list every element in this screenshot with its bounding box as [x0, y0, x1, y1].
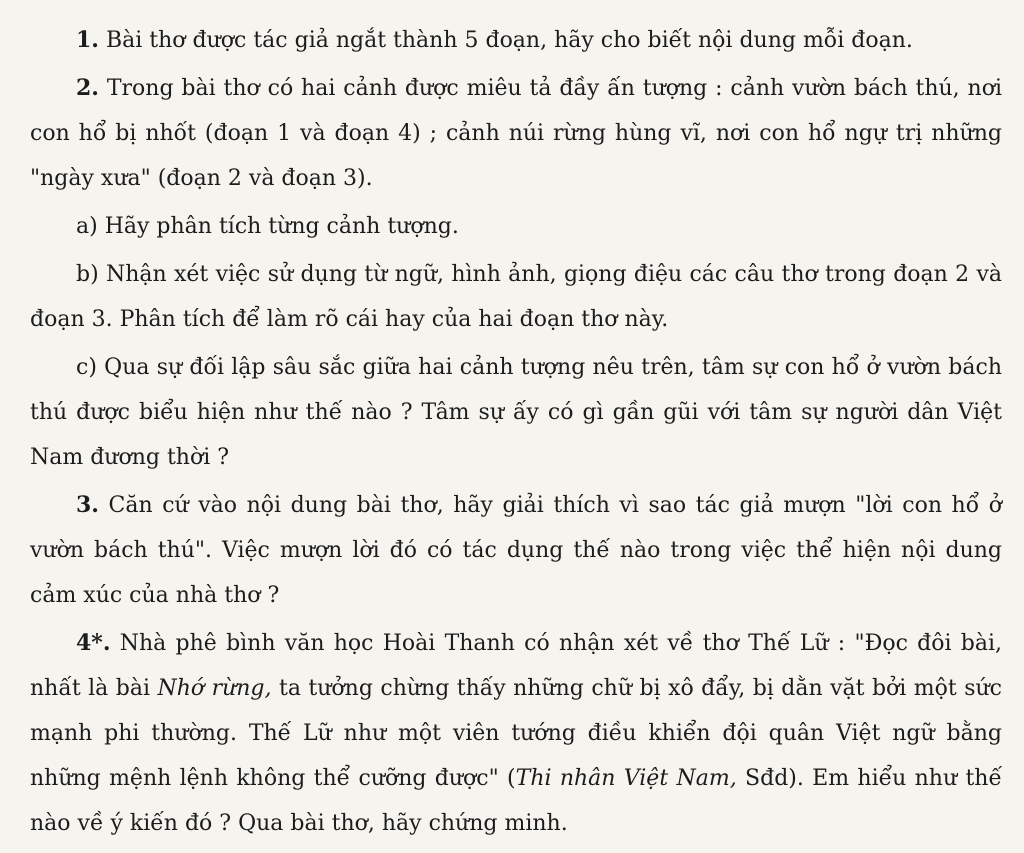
question-2b: b) Nhận xét việc sử dụng từ ngữ, hình ảnh, giọng điệu các câu thơ trong đoạn 2 và đoạn 3. Phân tích để làm rõ cái hay của hai đoạn thơ này.	[30, 262, 1002, 332]
question-4	[30, 621, 1002, 846]
question-text: Căn cứ vào nội dung bài thơ, hãy giải thích vì sao tác giả mượn "lời con hổ ở vườn bách thú". Việc mượn lời đó có tác dụng thế nào trong việc thể hiện nội dung cảm xúc của nhà thơ ?	[30, 493, 1002, 608]
question-number: 2.	[76, 75, 99, 101]
question-2	[30, 66, 1002, 201]
question-number: 4*.	[76, 630, 111, 656]
question-text: Bài thơ được tác giả ngắt thành 5 đoạn, hãy cho biết nội dung mỗi đoạn.	[98, 28, 913, 53]
question-text: Trong bài thơ có hai cảnh được miêu tả đầy ấn tượng : cảnh vườn bách thú, nơi con hổ bị nhốt (đoạn 1 và đoạn 4) ; cảnh núi rừng hùng vĩ, nơi con hổ ngự trị những "ngày xưa" (đoạn 2 và đoạn 3).	[30, 76, 1002, 191]
question-text-part1: Nhà phê bình văn học Hoài Thanh có nhận xét về thơ Thế Lữ : "Đọc đôi bài, nhất là bài	[30, 631, 1002, 701]
question-number: 1.	[76, 27, 99, 53]
question-1	[30, 18, 1002, 63]
question-2c: c) Qua sự đối lập sâu sắc giữa hai cảnh tượng nêu trên, tâm sự con hổ ở vườn bách thú được biểu hiện như thế nào ? Tâm sự ấy có gì gần gũi với tâm sự người dân Việt Nam đương thời ?	[30, 355, 1002, 470]
question-text-part3: Sđd). Em hiểu như thế nào về ý kiến đó ? Qua bài thơ, hãy chứng minh.	[30, 766, 1002, 836]
question-text-part2: ta tưởng chừng thấy những chữ bị xô đẩy, bị dằn vặt bởi một sức mạnh phi thường. Thế Lữ như một viên tướng điều khiển đội quân Việt ngữ bằng những mệnh lệnh không thể cưỡng được" (	[30, 676, 1002, 791]
question-3	[30, 483, 1002, 618]
poem-title: Nhớ rừng,	[157, 676, 272, 701]
question-2a: a) Hãy phân tích từng cảnh tượng.	[76, 214, 459, 239]
question-number: 3.	[76, 492, 99, 518]
book-title: Thi nhân Việt Nam,	[515, 766, 737, 791]
